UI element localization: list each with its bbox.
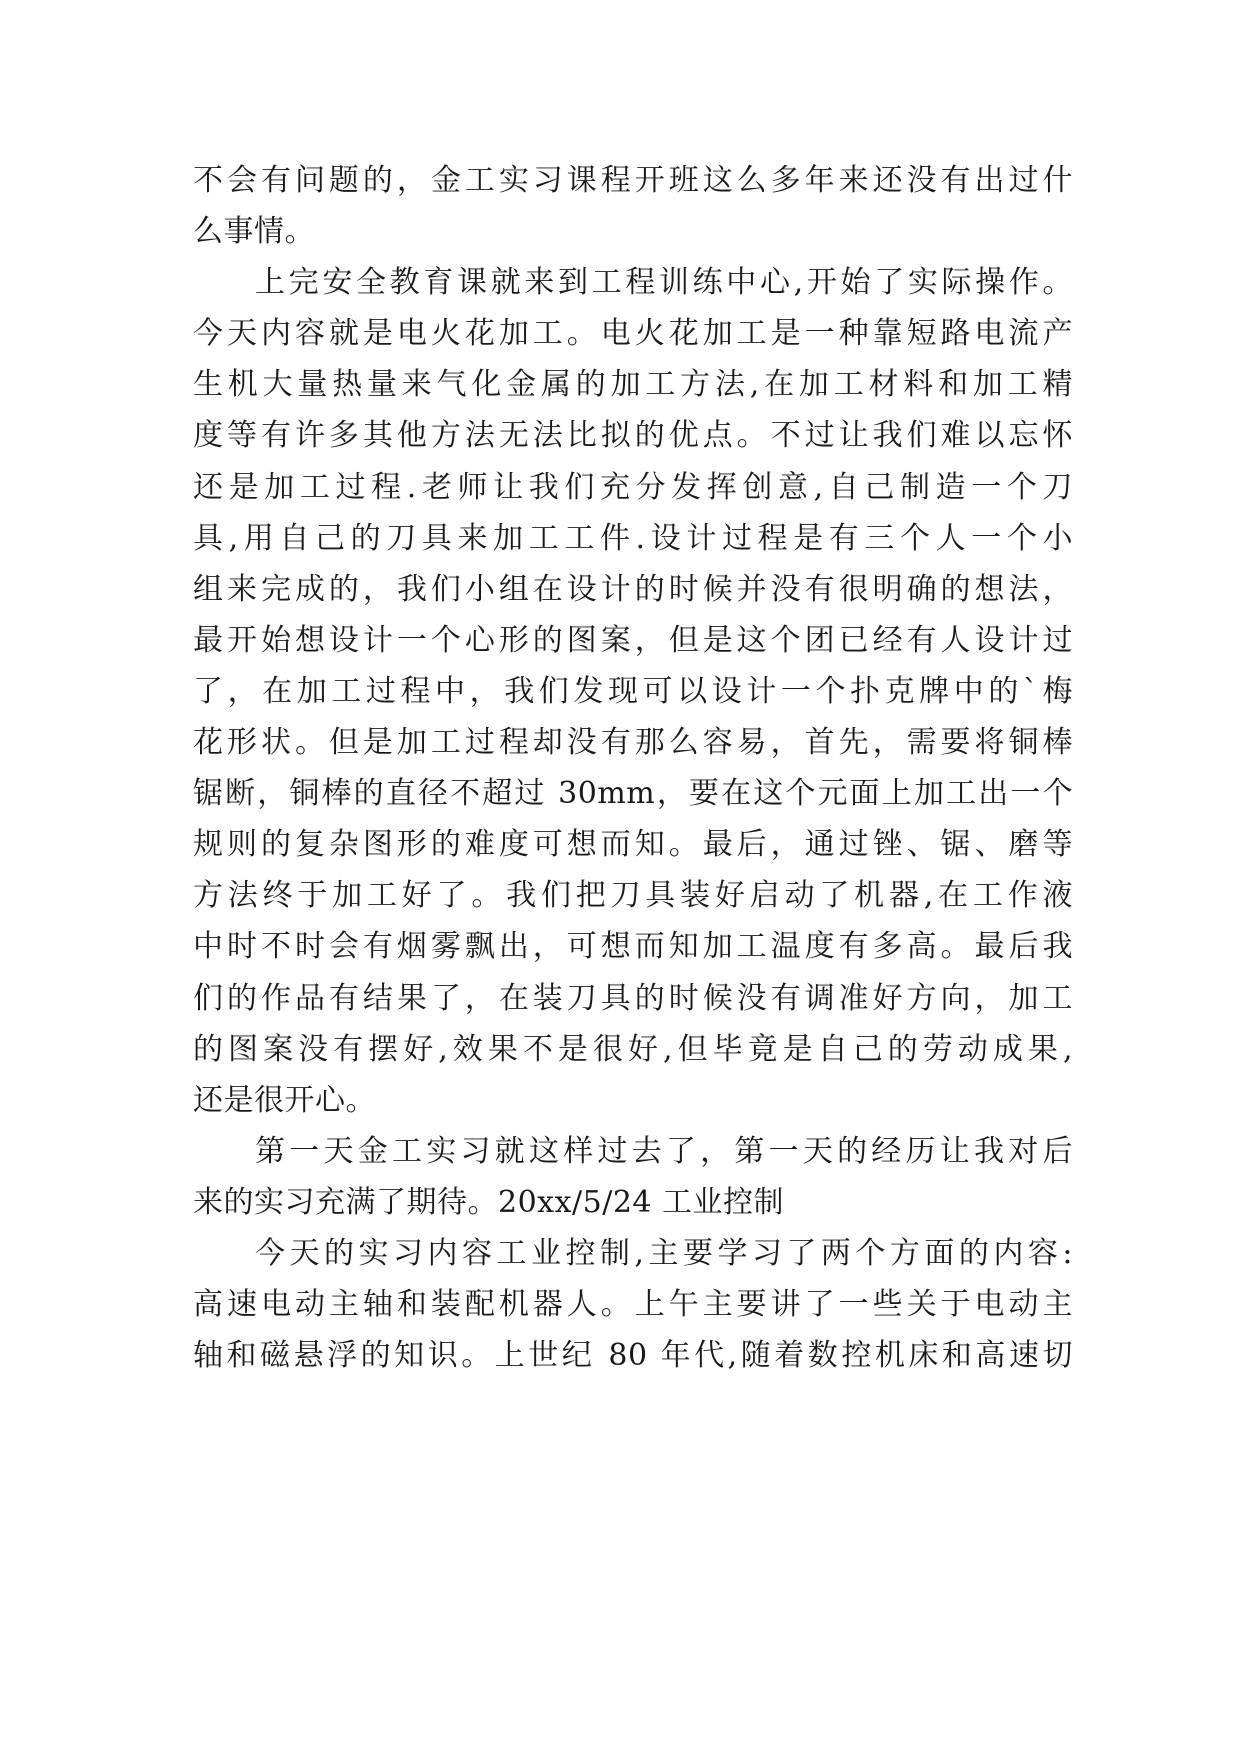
text-line: 来的实习充满了期待。20xx/5/24 工业控制: [193, 1184, 785, 1220]
text-line: 今天内容就是电火花加工。电火花加工是一种靠短路电流产: [193, 316, 1073, 352]
paragraph: [193, 155, 1073, 257]
text-line: 中时不时会有烟雾飘出，可想而知加工温度有多高。最后我: [193, 929, 1073, 965]
document-body: [193, 155, 1073, 1381]
text-line: 生机大量热量来气化金属的加工方法,在加工材料和加工精: [193, 367, 1073, 403]
text-line: 具,用自己的刀具来加工工件.设计过程是有三个人一个小: [193, 520, 1073, 556]
text-line: 不会有问题的，金工实习课程开班这么多年来还没有出过什: [193, 163, 1073, 198]
text-line: 的图案没有摆好,效果不是很好,但毕竟是自己的劳动成果,: [193, 1031, 1073, 1067]
text-line: 上完安全教育课就来到工程训练中心,开始了实际操作。: [255, 265, 1073, 301]
text-line: 轴和磁悬浮的知识。上世纪 80 年代,随着数控机床和高速切: [193, 1338, 1073, 1374]
paragraph: [193, 1228, 1073, 1381]
text-line: 么事情。: [193, 214, 315, 250]
text-line: 方法终于加工好了。我们把刀具装好启动了机器,在工作液: [193, 878, 1073, 914]
paragraph: [193, 257, 1073, 1126]
text-line: 第一天金工实习就这样过去了，第一天的经历让我对后: [255, 1133, 1073, 1169]
text-line: 锯断，铜棒的直径不超过 30mm，要在这个元面上加工出一个: [193, 776, 1073, 812]
text-line: 度等有许多其他方法无法比拟的优点。不过让我们难以忘怀: [193, 418, 1073, 454]
text-line: 规则的复杂图形的难度可想而知。最后，通过锉、锯、磨等: [193, 827, 1073, 863]
text-line: 花形状。但是加工过程却没有那么容易，首先，需要将铜棒: [193, 725, 1073, 761]
text-line: 们的作品有结果了，在装刀具的时候没有调准好方向，加工: [193, 980, 1073, 1016]
text-line: 最开始想设计一个心形的图案，但是这个团已经有人设计过: [193, 622, 1073, 658]
text-line: 还是很开心。: [193, 1082, 376, 1118]
text-line: 还是加工过程.老师让我们充分发挥创意,自己制造一个刀: [193, 469, 1073, 505]
text-line: 组来完成的，我们小组在设计的时候并没有很明确的想法，: [193, 571, 1073, 607]
text-line: 今天的实习内容工业控制,主要学习了两个方面的内容:: [255, 1235, 1073, 1271]
paragraph: [193, 1126, 1073, 1228]
text-line: 高速电动主轴和装配机器人。上午主要讲了一些关于电动主: [193, 1287, 1073, 1323]
text-line: 了，在加工过程中，我们发现可以设计一个扑克牌中的`梅: [193, 673, 1073, 709]
